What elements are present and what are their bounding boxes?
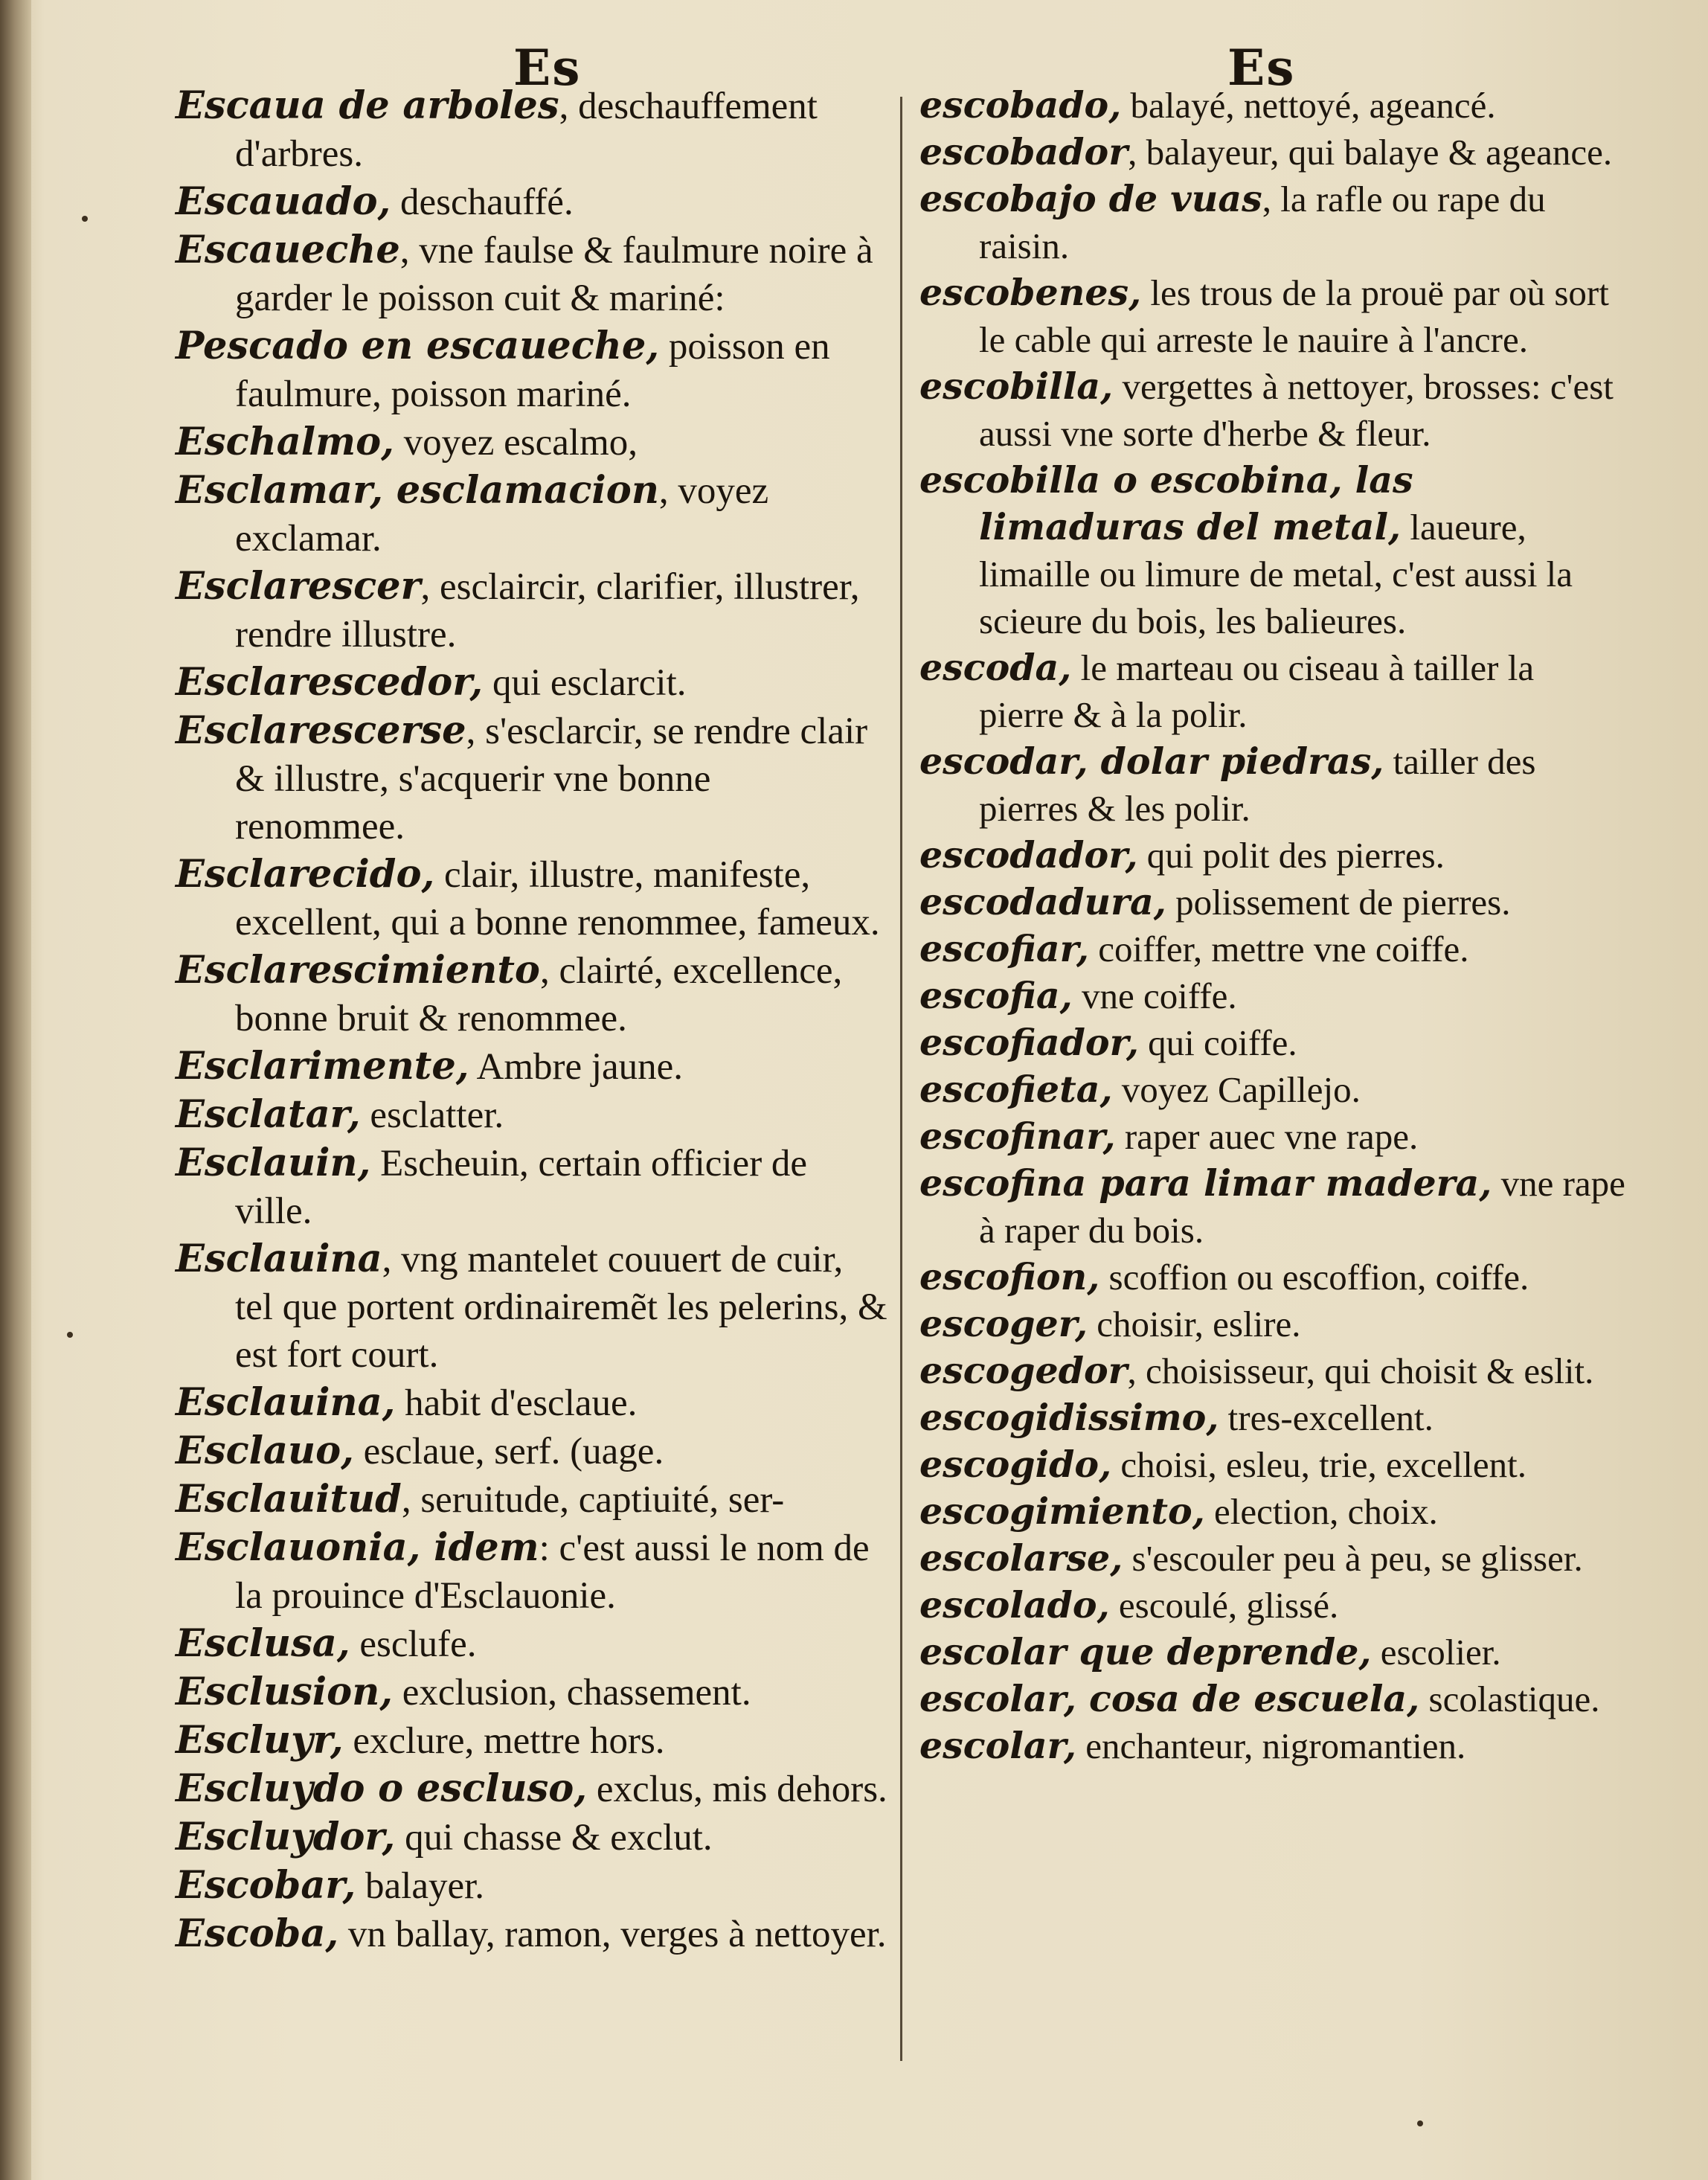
definition: election, choix. (1204, 1491, 1438, 1532)
headword: Pescado en escaueche, (176, 324, 660, 368)
dictionary-entry (919, 1582, 1626, 1629)
definition: , vne faulse & faulmure noire à garder le poisson cuit & mariné: (235, 230, 873, 319)
dictionary-entry (919, 1066, 1626, 1113)
definition: le marteau ou ciseau à tailler la pierre & à la polir. (979, 647, 1535, 735)
headword: escodadura, (919, 880, 1166, 923)
headword: escofiar, (919, 927, 1089, 970)
definition: tres-excellent. (1219, 1397, 1434, 1438)
dictionary-entry (176, 226, 890, 322)
dictionary-entry (919, 1394, 1626, 1441)
definition: escoulé, glissé. (1109, 1585, 1339, 1626)
dictionary-entry (176, 1620, 890, 1668)
definition: escolier. (1371, 1632, 1501, 1673)
definition: , choisisseur, qui choisit & eslit. (1127, 1350, 1594, 1391)
definition: raper auec vne rape. (1115, 1116, 1419, 1157)
dictionary-entry (176, 467, 890, 562)
definition: esclufe. (350, 1623, 477, 1665)
dictionary-entry (919, 1019, 1626, 1066)
headword: Escluydo o escluso, (176, 1766, 588, 1811)
headword: Esclauo, (176, 1429, 354, 1473)
definition: choisi, esleu, trie, excellent. (1111, 1444, 1527, 1485)
headword: escofinar, (919, 1115, 1116, 1158)
definition: , clairté, excellence, bonne bruit & renommee. (235, 950, 843, 1039)
headword: Esclauonia, idem (176, 1525, 539, 1570)
definition: : c'est aussi le nom de la prouince d'Esclauonie. (235, 1527, 870, 1617)
definition: Escheuin, certain officier de ville. (235, 1143, 808, 1232)
dictionary-entry (919, 1301, 1626, 1347)
dictionary-entry (919, 1722, 1626, 1769)
headword: escofion, (919, 1255, 1100, 1298)
definition: voyez escalmo, (394, 422, 638, 464)
dictionary-entry (176, 82, 890, 178)
headword: escobajo de vuas (919, 177, 1262, 220)
dictionary-entry (176, 1813, 890, 1862)
headword: Esclarecido, (176, 852, 435, 897)
headword: Escluyr, (176, 1718, 344, 1763)
dictionary-entry (919, 644, 1626, 738)
definition: poisson en faulmure, poisson mariné. (235, 326, 830, 415)
dictionary-entry (176, 178, 890, 226)
headword: escogidissimo, (919, 1396, 1219, 1439)
ink-speck (67, 1332, 73, 1338)
binding-gutter (0, 0, 31, 2180)
definition: qui coiffe. (1138, 1022, 1297, 1063)
definition: , balayeur, qui balaye & ageance. (1128, 132, 1613, 173)
headword: Esclarescimiento (176, 948, 540, 993)
definition: clair, illustre, manifeste, excellent, qui a bonne renommee, fameux. (235, 854, 880, 943)
dictionary-entry (176, 562, 890, 658)
headword: Esclarescedor, (176, 660, 484, 705)
definition: esclaue, serf. (uage. (353, 1431, 664, 1472)
dictionary-entry (919, 972, 1626, 1019)
definition: vne coiffe. (1072, 975, 1237, 1016)
headword: Eschalmo, (176, 420, 394, 464)
headword: escobenes, (919, 271, 1142, 314)
dictionary-entry (176, 658, 890, 707)
dictionary-entry (919, 832, 1626, 879)
definition: qui polit des pierres. (1137, 835, 1445, 876)
headword: escogedor (919, 1349, 1128, 1392)
headword: escodar, dolar piedras, (919, 740, 1384, 783)
dictionary-entry (919, 926, 1626, 972)
definition: , voyez exclamar. (235, 470, 769, 560)
dictionary-entry (176, 1042, 890, 1091)
headword: Esclauitud (176, 1477, 402, 1522)
dictionary-entry (919, 1441, 1626, 1488)
dictionary-entry (176, 418, 890, 467)
headword: Esclauina, (176, 1380, 396, 1425)
headword: Esclamar, esclamacion (176, 468, 659, 513)
dictionary-entry (919, 363, 1626, 457)
definition: qui chasse & exclut. (395, 1817, 713, 1859)
headword: Escaueche (176, 228, 400, 272)
dictionary-entry (176, 1668, 890, 1716)
headword: Escaua de arboles (176, 83, 559, 128)
dictionary-entry (919, 457, 1626, 644)
column-rule (900, 97, 902, 2061)
dictionary-entry (919, 1113, 1626, 1160)
headword: escodador, (919, 833, 1138, 876)
left-column (176, 82, 890, 1958)
headword: escoda, (919, 646, 1072, 689)
running-head-right: Es (1227, 39, 1296, 97)
headword: Escauado, (176, 179, 391, 224)
definition: balayé, nettoyé, ageancé. (1121, 85, 1496, 126)
dictionary-entry (176, 1716, 890, 1765)
dictionary-entry (919, 269, 1626, 363)
headword: Esclusion, (176, 1670, 394, 1714)
dictionary-entry (919, 879, 1626, 926)
dictionary-entry (176, 1379, 890, 1427)
dictionary-entry (919, 1535, 1626, 1582)
definition: scoffion ou escoffion, coiffe. (1099, 1257, 1529, 1298)
dictionary-entry (919, 1488, 1626, 1535)
headword: escofiador, (919, 1021, 1139, 1064)
headword: escofina para limar madera, (919, 1161, 1492, 1205)
definition: enchanteur, nigromantien. (1076, 1725, 1466, 1766)
headword: Esclauin, (176, 1141, 371, 1185)
dictionary-entry (176, 707, 890, 850)
ink-speck (82, 216, 88, 222)
definition: vn ballay, ramon, verges à nettoyer. (338, 1914, 887, 1955)
dictionary-entry (176, 1235, 890, 1379)
definition: exclure, mettre hors. (343, 1720, 665, 1762)
headword: Esclarimente, (176, 1044, 469, 1089)
dictionary-entry (919, 176, 1626, 269)
headword: Esclusa, (176, 1621, 350, 1666)
headword: escobado, (919, 83, 1122, 126)
headword: escogido, (919, 1443, 1112, 1486)
definition: balayer. (356, 1865, 485, 1907)
dictionary-entry (176, 1427, 890, 1475)
definition: laueure, limaille ou limure de metal, c'est aussi la scieure du bois, les balieures. (979, 507, 1573, 641)
headword: escolado, (919, 1583, 1110, 1626)
definition: polissement de pierres. (1166, 882, 1511, 923)
definition: , esclaircir, clarifier, illustrer, rendre illustre. (235, 566, 860, 655)
headword: Escluydor, (176, 1815, 396, 1859)
definition: , seruitude, captiuité, ser- (401, 1479, 785, 1521)
definition: , la rafle ou rape du raisin. (979, 179, 1546, 266)
definition: voyez Capillejo. (1112, 1069, 1361, 1110)
dictionary-entry (176, 1139, 890, 1235)
headword: escofieta, (919, 1068, 1113, 1111)
definition: tailler des pierres & les polir. (979, 741, 1536, 829)
definition: coiffer, mettre vne coiffe. (1088, 929, 1469, 969)
definition: s'escouler peu à peu, se glisser. (1123, 1538, 1583, 1579)
definition: exclus, mis dehors. (587, 1769, 887, 1810)
dictionary-entry (919, 82, 1626, 129)
definition: scolastique. (1419, 1679, 1600, 1719)
definition: esclatter. (360, 1094, 504, 1136)
headword: Esclarescerse (176, 708, 466, 753)
dictionary-entry (176, 1475, 890, 1524)
dictionary-entry (176, 1524, 890, 1620)
dictionary-entry (919, 1676, 1626, 1722)
definition: habit d'esclaue. (395, 1382, 638, 1424)
headword: escobilla, (919, 365, 1114, 408)
headword: escobilla o escobina, las limaduras del metal, (919, 458, 1413, 548)
definition: choisir, eslire. (1088, 1304, 1301, 1344)
definition: Ambre jaune. (469, 1046, 684, 1088)
headword: escolar que deprende, (919, 1630, 1372, 1673)
headword: Escobar, (176, 1863, 356, 1908)
dictionary-entry (176, 850, 890, 946)
dictionary-entry (919, 1347, 1626, 1394)
ink-speck (1417, 2120, 1423, 2126)
dictionary-entry (176, 1910, 890, 1958)
definition: vergettes à nettoyer, brosses: c'est aussi vne sorte d'herbe & fleur. (979, 366, 1614, 454)
dictionary-entry (919, 738, 1626, 832)
dictionary-entry (919, 1629, 1626, 1676)
definition: , deschauffement d'arbres. (235, 86, 818, 175)
definition: , vng mantelet couuert de cuir, tel que portent ordinairemẽt les pelerins, & est fort court. (235, 1239, 887, 1376)
headword: escobador (919, 130, 1128, 173)
definition: qui esclarcit. (483, 662, 687, 704)
headword: escolar, (919, 1724, 1076, 1767)
headword: Esclarescer (176, 564, 421, 609)
definition: vne rape à raper du bois. (979, 1163, 1625, 1251)
headword: escolarse, (919, 1536, 1123, 1580)
headword: Esclauina (176, 1237, 382, 1281)
dictionary-entry (919, 1160, 1626, 1254)
right-column (919, 82, 1626, 1769)
definition: les trous de la prouë par où sort le cable qui arreste le nauire à l'ancre. (979, 272, 1609, 360)
dictionary-entry (176, 1862, 890, 1910)
headword: escolar, cosa de escuela, (919, 1677, 1420, 1720)
dictionary-entry (176, 1091, 890, 1139)
headword: Escoba, (176, 1911, 339, 1956)
headword: escogimiento, (919, 1490, 1205, 1533)
headword: escofia, (919, 974, 1073, 1017)
dictionary-entry (176, 946, 890, 1042)
dictionary-entry (176, 1765, 890, 1813)
dictionary-entry (919, 129, 1626, 176)
headword: Esclatar, (176, 1092, 361, 1137)
running-head-left: Es (513, 39, 582, 97)
headword: escoger, (919, 1302, 1088, 1345)
definition: , s'esclarcir, se rendre clair & illustre, s'acquerir vne bonne renommee. (235, 711, 868, 847)
definition: exclusion, chassement. (393, 1672, 751, 1713)
dictionary-entry (919, 1254, 1626, 1301)
definition: deschauffé. (391, 182, 574, 223)
dictionary-entry (176, 322, 890, 418)
